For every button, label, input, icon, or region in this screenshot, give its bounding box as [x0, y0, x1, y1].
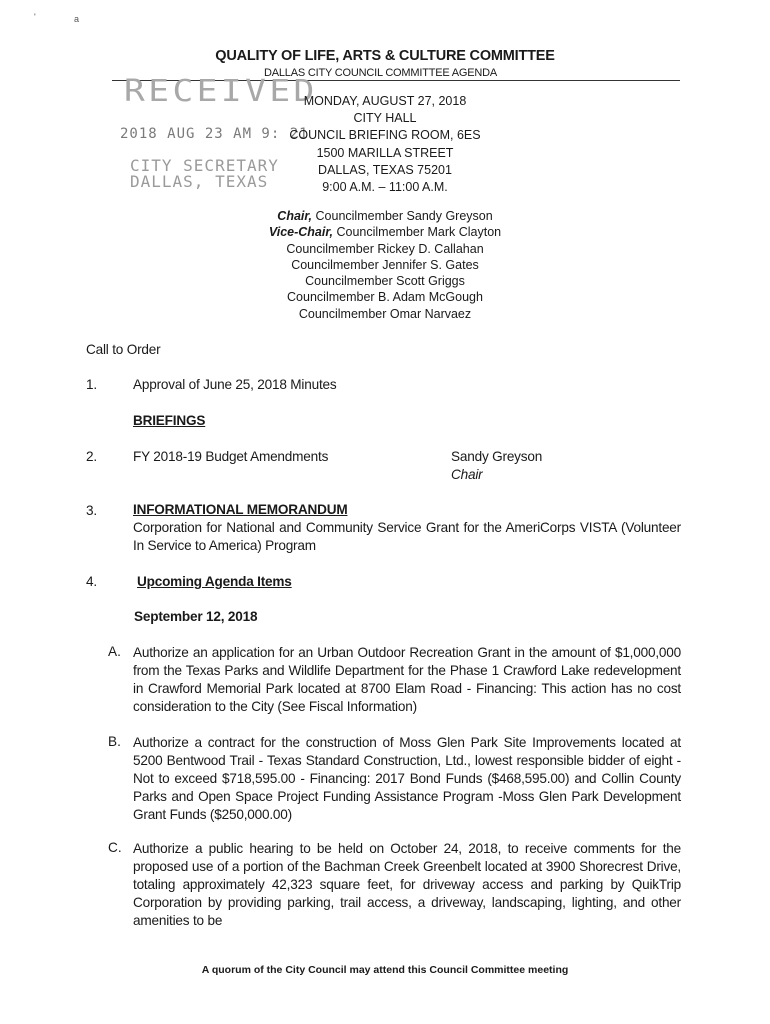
upcoming-items-heading: Upcoming Agenda Items: [137, 574, 292, 589]
scan-mark: ': [34, 12, 36, 22]
vice-chair-name: Councilmember Mark Clayton: [333, 225, 502, 240]
sub-item-text: Authorize a contract for the construction of Moss Glen Park Site Improvements located at 5200 Bentwood Trail - Texas Standard Construction, Ltd., lowest responsible bidder of eight - Not to exceed $718,595.00 - Financing: 2017 Bond Funds ($468,595.00) and Collin County Parks and Open Space Project Funding Assistance Program -Moss Glen Park Development Grant Funds ($250,000.00): [133, 735, 681, 822]
stamp-location: DALLAS, TEXAS: [130, 172, 269, 191]
memorandum-text: Corporation for National and Community Service Grant for the AmeriCorps VISTA (Volunteer In Service to America) Program: [133, 520, 681, 553]
presenter-role: Chair: [451, 467, 483, 482]
member-list: [230, 208, 540, 322]
meeting-date: MONDAY, AUGUST 27, 2018: [303, 94, 467, 108]
upcoming-date: September 12, 2018: [134, 609, 258, 624]
sub-item-letter: B.: [108, 734, 121, 749]
briefings-heading: BRIEFINGS: [133, 413, 206, 428]
member-item: Councilmember Scott Griggs: [305, 274, 465, 289]
member-item: Councilmember Jennifer S. Gates: [291, 257, 479, 272]
memorandum-heading: INFORMATIONAL MEMORANDUM: [133, 502, 348, 517]
meeting-info: [280, 93, 490, 196]
meeting-room: COUNCIL BRIEFING ROOM, 6ES: [289, 128, 481, 143]
meeting-time: 9:00 A.M. – 11:00 A.M.: [322, 180, 448, 195]
scan-mark: a: [74, 14, 80, 24]
item-number: 4.: [86, 574, 97, 589]
item-approval-minutes: Approval of June 25, 2018 Minutes: [133, 377, 337, 392]
meeting-venue: CITY HALL: [353, 111, 417, 126]
committee-title: QUALITY OF LIFE, ARTS & CULTURE COMMITTEE: [215, 48, 555, 64]
sub-item-letter: A.: [108, 644, 121, 659]
item-number: 3.: [86, 503, 97, 518]
member-item: Councilmember B. Adam McGough: [287, 290, 483, 305]
member-chair: [230, 208, 540, 224]
meeting-city: DALLAS, TEXAS 75201: [318, 162, 452, 177]
vice-chair-role: Vice-Chair,: [268, 225, 334, 240]
member-item: Councilmember Omar Narvaez: [298, 306, 472, 321]
member-vice-chair: [230, 224, 540, 240]
item-number: 2.: [86, 449, 97, 464]
sub-item-letter: C.: [108, 840, 122, 855]
member-item: Councilmember Rickey D. Callahan: [286, 241, 484, 256]
chair-role: Chair,: [277, 209, 313, 223]
meeting-street: 1500 MARILLA STREET: [316, 145, 454, 160]
quorum-notice: A quorum of the City Council may attend this Council Committee meeting: [201, 964, 569, 976]
call-to-order: Call to Order: [86, 342, 161, 357]
agenda-subtitle: DALLAS CITY COUNCIL COMMITTEE AGENDA: [264, 67, 498, 79]
item-number: 1.: [86, 377, 97, 392]
presenter-name: Sandy Greyson: [451, 449, 543, 464]
received-stamp: RECEIVED: [124, 74, 318, 109]
stamp-office: CITY SECRETARY: [130, 156, 279, 175]
sub-item-text: Authorize an application for an Urban Outdoor Recreation Grant in the amount of $1,000,000 from the Texas Parks and Wildlife Department for the Phase 1 Crawford Lake redevelopment in Crawford Memorial Park located at 8700 Elam Road - Financing: This action has no cost consideration to the City (See Fiscal Information): [133, 645, 681, 714]
sub-item-text: Authorize a public hearing to be held on October 24, 2018, to receive comments for the proposed use of a portion of the Bachman Creek Greenbelt located at 3900 Shorecrest Drive, totaling approximately 42,323 square feet, for driveway access and parking by QuikTrip Corporation by providing parking, trail access, a driveway, landscaping, lighting, and other amenities to be: [133, 841, 681, 928]
chair-name: Councilmember Sandy Greyson: [312, 209, 493, 223]
stamp-date: 2018 AUG 23 AM 9: 21: [120, 126, 309, 142]
item-budget-amendments: FY 2018-19 Budget Amendments: [133, 449, 329, 464]
